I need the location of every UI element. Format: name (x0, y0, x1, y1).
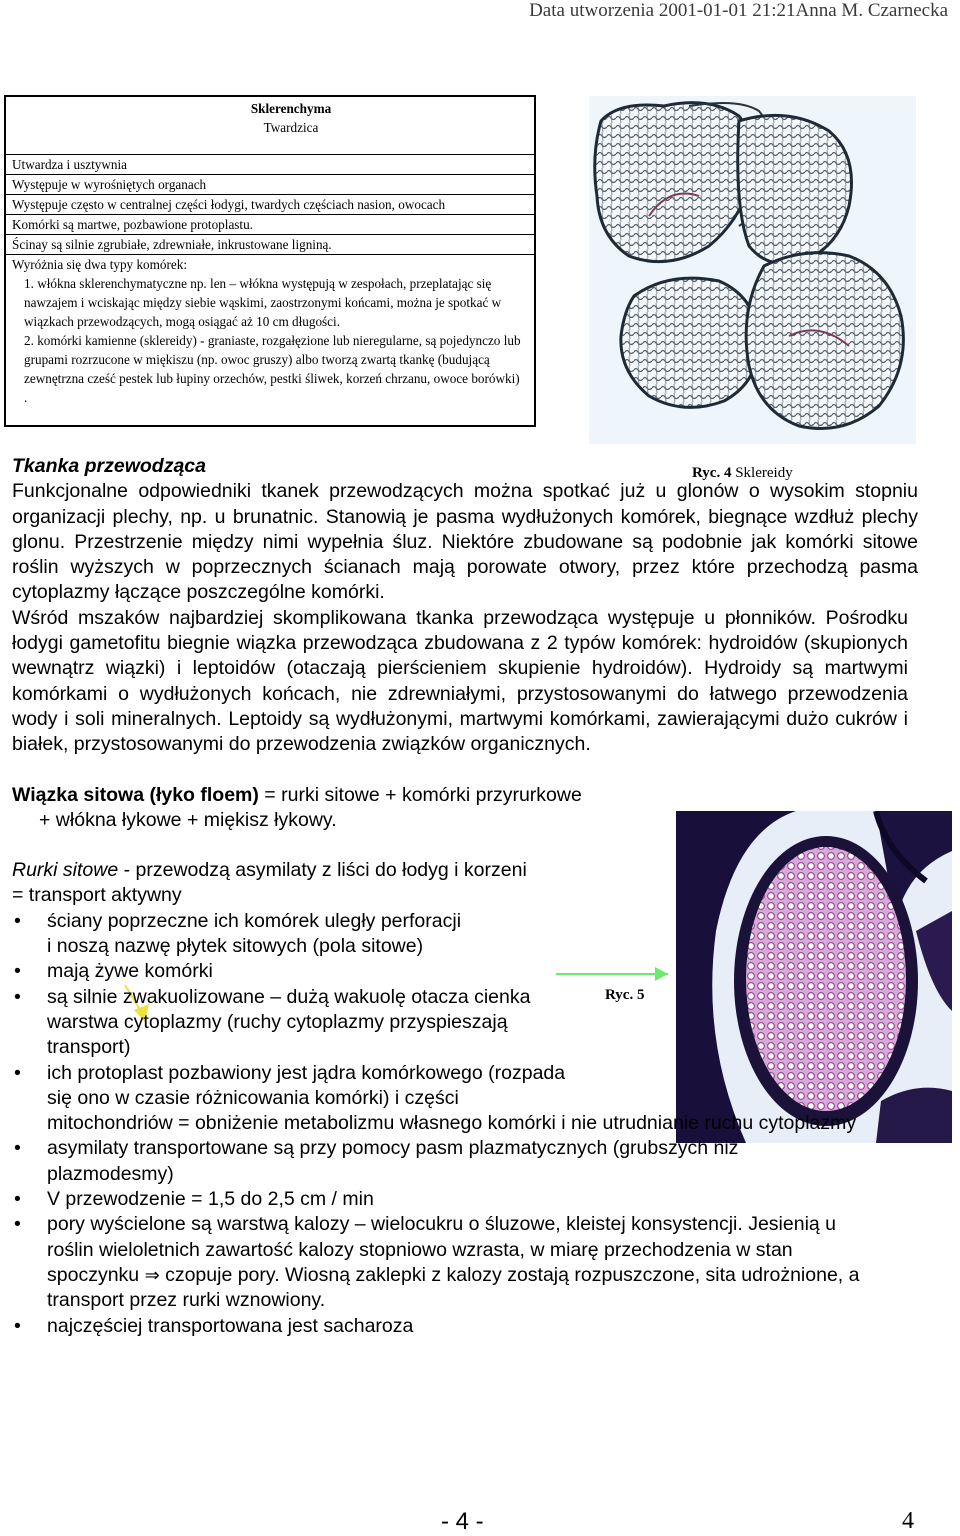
list-item-text: mitochondriów = obniżenie metabolizmu własnego komórki i nie utrudnianie ruchu cytoplazmy (47, 1112, 857, 1135)
section-heading: Tkanka przewodząca (12, 455, 206, 477)
document-header: Data utworzenia 2001-01-01 21:21Anna M. Czarnecka (529, 0, 948, 21)
main-content (12, 454, 922, 1339)
list-item-text: czopuje pory. Wiosną zaklepki z kalozy zostają rozpuszczone, sita udrożnione, a transport przez rurki wznowiony. (47, 1263, 860, 1312)
sklerenchyma-title: Sklerenchyma (250, 101, 332, 116)
sklerenchyma-list-item: 2. komórki kamienne (sklereidy) - graniaste, rozgałęzione lub nieregularne, są pojedynczo lub grupami rozrzucone w miękiszu (np. owoc gruszy) albo tworzą zwartą tkankę (budującą zewnętrzna cześć pestek lub łupiny orzechów, pestki śliwek, korzeń chrzanu, owoce borówki) . (24, 333, 521, 405)
paragraph-brunatnice: Funkcjonalne odpowiedniki tkanek przewodzących można spotkać już u glonów o wysokim stopniu organizacji plechy, np. u brunatnic. Stanowią je pasma wydłużonych komórek, biegnące wzdłuż plechy glonu. Przestrzenie między nimi wypełnia śluz. Niektóre zbudowane są podobnie jak komórki sitowe roślin wyższych w poprzecznych ścianach mają porowate otwory, przez które przechodzą pasma cytoplazmy łączące poszczególne komórki. (12, 480, 918, 604)
wiazka-definition-cont: + włókna łykowe + miękisz łykowy. (39, 808, 337, 831)
list-item-text: pory wyścielone są warstwą kalozy – wielocukru o śluzowe, kleistej konsystencji. Jesienią u roślin wieloletnich zawartość kalozy stopniowo wzrasta, w miarę przechodzenia w stan spoczynku (47, 1213, 837, 1286)
page-number-right: 4 (902, 1508, 914, 1534)
wiazka-sitowa-definition (12, 783, 922, 834)
list-item (12, 1212, 867, 1313)
sklerenchyma-line: Utwardza i usztywnia (6, 154, 534, 175)
sklerenchyma-line: Występuje w wyrośniętych organach (6, 175, 534, 195)
list-item-text: ściany poprzeczne ich komórek uległy perforacji (47, 909, 462, 932)
rurki-definition-cont: = transport aktywny (12, 884, 182, 907)
sklerenchyma-line: Komórki są martwe, pozbawione protoplastu. (6, 215, 534, 235)
arrow-icon: ⇒ (144, 1264, 160, 1285)
list-item (12, 985, 922, 1061)
sklerenchyma-line: Ścinay są silnie zgrubiałe, zdrewniałe, inkrustowane ligniną. (6, 235, 534, 255)
rurki-term: Rurki sitowe (12, 859, 119, 882)
page-number-center: - 4 - (441, 1508, 484, 1535)
rurki-features-list (12, 909, 922, 1339)
list-item: • V przewodzenie = 1,5 do 2,5 cm / min (12, 1187, 922, 1212)
list-item: • asymilaty transportowane są przy pomocy pasm plazmatycznych (grubszych niż plazmodesmy) (12, 1136, 847, 1187)
rurki-definition: - przewodzą asymilaty z liści do łodyg i korzeni (118, 859, 527, 882)
rurki-sitowe-definition (12, 858, 922, 909)
figure-caption-text: Sklereidy (735, 465, 793, 481)
figure-number: Ryc. 5 (605, 987, 645, 1003)
list-item-text: są silnie zwakuolizowane – dużą wakuolę otacza cienka (47, 985, 531, 1008)
sklerenchyma-line: Występuje często w centralnej części łodygi, twardych częściach nasion, owocach (6, 195, 534, 215)
list-item (12, 909, 922, 960)
paragraph-mszaki: Wśród mszaków najbardziej skomplikowana tkanka przewodząca występuje u płonników. Pośrodku łodygi gametofitu biegnie wiązka przewodząca zbudowana z 2 typów komórek: hydroidów (skupionych wewnątrz wiązki) i leptoidów (otaczają pierścieniem skupienie hydroidów). Hydroidy są martwymi komórkami o wydłużonych końcach, nie zdrewniałymi, przystosowanymi do łatwego przewodzenia wody i soli mineralnych. Leptoidy są wydłużonymi, martwymi komórkami, zawierającymi dużo cukrów i białek, przystosowanymi do przewodzenia związków organicznych. (12, 606, 908, 756)
sklerenchyma-subtitle: Twardzica (263, 120, 319, 135)
list-item-text: i noszą nazwę płytek sitowych (pola sitowe) (47, 935, 424, 958)
sklerenchyma-line: Wyróżnia się dwa typy komórek: (12, 257, 187, 272)
list-item-text: transport) (47, 1036, 131, 1059)
figure-number: Ryc. 4 (692, 465, 732, 481)
list-item (12, 1061, 887, 1137)
list-item-text: warstwa cytoplazmy (ruchy cytoplazmy przyspieszają (47, 1010, 508, 1033)
list-item: • mają żywe komórki (12, 959, 922, 984)
list-item-text: się ono w czasie różnicowania komórki) i części (47, 1086, 459, 1109)
wiazka-term: Wiązka sitowa (łyko floem) (12, 783, 259, 806)
wiazka-definition: = rurki sitowe + komórki przyrurkowe (258, 783, 582, 806)
sklerenchyma-list-item: 1. włókna sklerenchymatyczne np. len – włókna występują w zespołach, przeplatając się nawzajem i wciskając między siebie wąskimi, zaostrzonymi końcami, można je spotkać w wiązkach przewodzących, mogą osiągać aż 10 cm długości. (24, 276, 502, 329)
list-item: • najczęściej transportowana jest sacharoza (12, 1314, 922, 1339)
list-item-text: ich protoplast pozbawiony jest jądra komórkowego (rozpada (47, 1061, 566, 1084)
